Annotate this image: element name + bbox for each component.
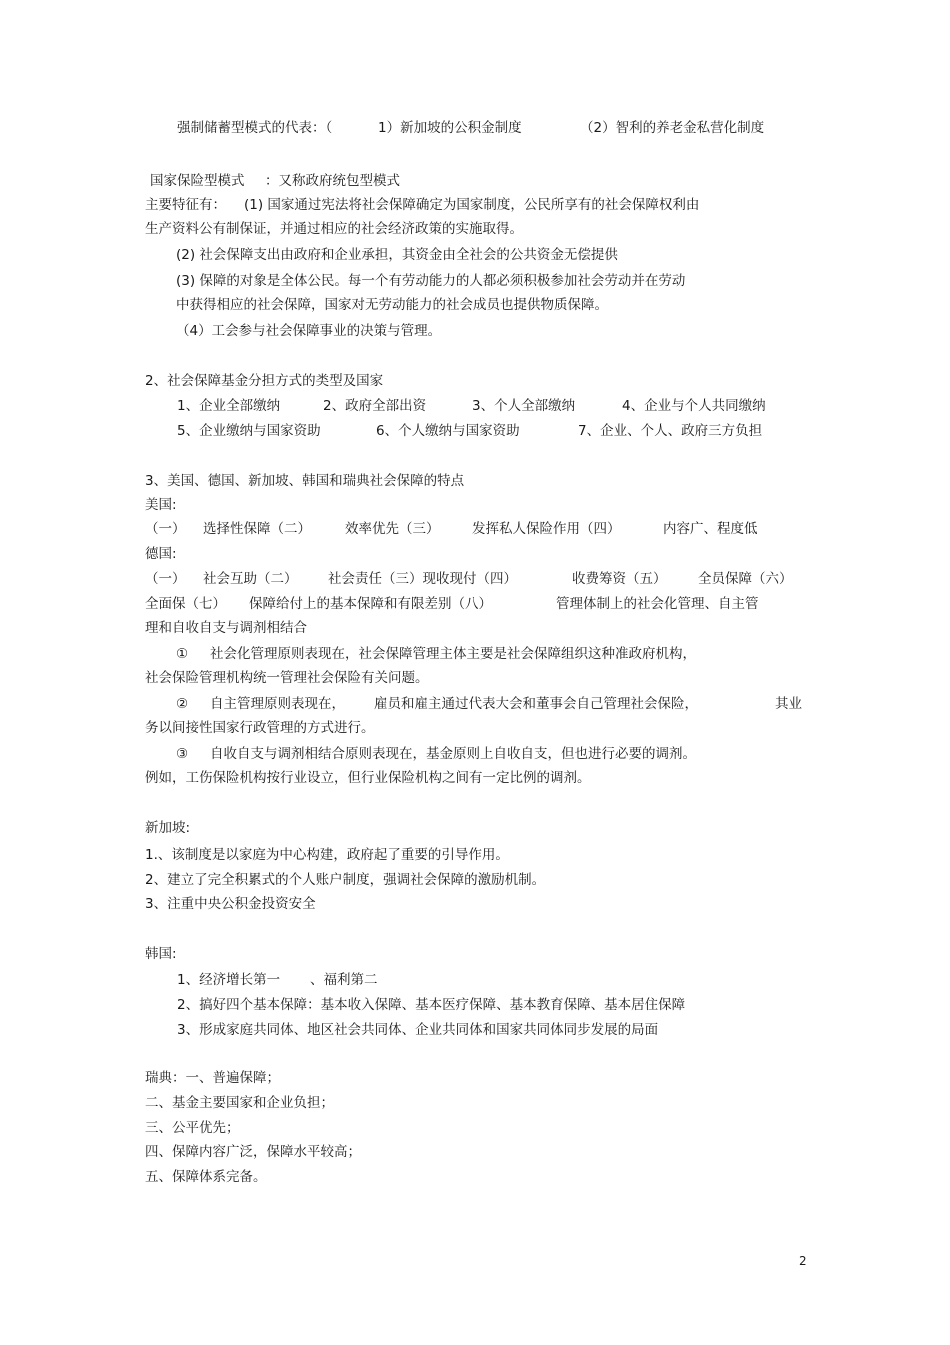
korea-item-2: 2、搞好四个基本保障：基本收入保障、基本医疗保障、基本教育保障、基本居住保障 bbox=[177, 997, 686, 1013]
circle-3-marker: ③ bbox=[176, 746, 189, 762]
funding-type-7: 7、企业、个人、政府三方负担 bbox=[578, 423, 763, 439]
feature-3-line-2: 中获得相应的社会保障，国家对无劳动能力的社会成员也提供物质保障。 bbox=[176, 297, 608, 313]
germany-item-7-cont: 理和自收自支与调剂相结合 bbox=[145, 620, 307, 636]
circle-3-line-2: 例如，工伤保险机构按行业设立，但行业保险机构之间有一定比例的调剂。 bbox=[145, 770, 591, 786]
circle-3-line-1: 自收自支与调剂相结合原则表现在，基金原则上自收自支，但也进行必要的调剂。 bbox=[210, 746, 696, 762]
singapore-label: 新加坡: bbox=[145, 820, 191, 836]
funding-type-6: 6、个人缴纳与国家资助 bbox=[376, 423, 520, 439]
germany-item-5: 全面保（七） bbox=[145, 596, 226, 612]
germany-item-2: 社会责任（三）现收现付（四） bbox=[328, 571, 517, 587]
funding-type-4: 4、企业与个人共同缴纳 bbox=[622, 398, 766, 414]
circle-2-line-1a: 自主管理原则表现在， bbox=[210, 696, 345, 712]
feature-3-line-1: (3) 保障的对象是全体公民。每一个有劳动能力的人都必须积极参加社会劳动并在劳动 bbox=[176, 273, 686, 289]
funding-type-3: 3、个人全部缴纳 bbox=[472, 398, 576, 414]
page-number: 2 bbox=[799, 1254, 807, 1268]
singapore-item-3: 3、注重中央公积金投资安全 bbox=[145, 896, 316, 912]
mandatory-savings-label: 强制储蓄型模式的代表：（ bbox=[177, 120, 333, 136]
circle-1-line-1: 社会化管理原则表现在，社会保障管理主体主要是社会保障组织这种准政府机构， bbox=[210, 646, 696, 662]
circle-1-line-2: 社会保险管理机构统一管理社会保险有关问题。 bbox=[145, 670, 429, 686]
germany-item-7: 管理体制上的社会化管理、自主管 bbox=[556, 596, 759, 612]
funding-type-5: 5、企业缴纳与国家资助 bbox=[177, 423, 321, 439]
korea-item-1a: 1、经济增长第一 bbox=[177, 972, 281, 988]
germany-label: 德国: bbox=[145, 546, 177, 562]
circle-1-marker: ① bbox=[176, 646, 189, 662]
feature-1-line-1: (1) 国家通过宪法将社会保障确定为国家制度，公民所享有的社会保障权利由 bbox=[244, 197, 700, 213]
circle-2-line-1b: 雇员和雇主通过代表大会和董事会自己管理社会保险， bbox=[374, 696, 698, 712]
funding-type-1: 1、企业全部缴纳 bbox=[177, 398, 281, 414]
sweden-item-4: 四、保障内容广泛，保障水平较高； bbox=[145, 1144, 361, 1160]
funding-type-2: 2、政府全部出资 bbox=[323, 398, 427, 414]
singapore-item-2: 2、建立了完全积累式的个人账户制度，强调社会保障的激励机制。 bbox=[145, 872, 546, 888]
usa-item-1: 选择性保障（二） bbox=[203, 521, 311, 537]
circle-2-marker: ② bbox=[176, 696, 189, 712]
sweden-item-5: 五、保障体系完备。 bbox=[145, 1169, 267, 1185]
usa-label: 美国: bbox=[145, 497, 177, 513]
state-insurance-title: 国家保险型模式 bbox=[150, 173, 245, 189]
germany-item-3: 收费筹资（五） bbox=[572, 571, 667, 587]
sweden-item-2: 二、基金主要国家和企业负担； bbox=[145, 1095, 334, 1111]
singapore-cpf-text: 1）新加坡的公积金制度 bbox=[378, 120, 522, 136]
chile-pension-text: （2）智利的养老金私营化制度 bbox=[580, 120, 765, 136]
feature-2: (2) 社会保障支出由政府和企业承担，其资金由全社会的公共资金无偿提供 bbox=[176, 247, 618, 263]
circle-2-line-2: 务以间接性国家行政管理的方式进行。 bbox=[145, 720, 375, 736]
section-2-title: 2、社会保障基金分担方式的类型及国家 bbox=[145, 373, 384, 389]
korea-label: 韩国: bbox=[145, 946, 177, 962]
section-3-title: 3、美国、德国、新加坡、韩国和瑞典社会保障的特点 bbox=[145, 473, 465, 489]
feature-4: （4）工会参与社会保障事业的决策与管理。 bbox=[176, 323, 442, 339]
singapore-item-1: 1.、该制度是以家庭为中心构建，政府起了重要的引导作用。 bbox=[145, 847, 509, 863]
korea-item-3: 3、形成家庭共同体、地区社会共同体、企业共同体和国家共同体同步发展的局面 bbox=[177, 1022, 659, 1038]
germany-item-marker: （一） bbox=[145, 571, 186, 587]
germany-item-1: 社会互助（二） bbox=[203, 571, 298, 587]
germany-item-6: 保障给付上的基本保障和有限差别（八） bbox=[249, 596, 492, 612]
usa-item-4: 内容广、程度低 bbox=[663, 521, 758, 537]
usa-item-2: 效率优先（三） bbox=[345, 521, 440, 537]
sweden-item-1: 瑞典：一、普遍保障； bbox=[145, 1070, 280, 1086]
korea-item-1b: 、福利第二 bbox=[310, 972, 378, 988]
germany-item-4: 全员保障（六） bbox=[698, 571, 793, 587]
usa-item-marker: （一） bbox=[145, 521, 186, 537]
circle-2-line-1c: 其业 bbox=[775, 696, 802, 712]
main-features-label: 主要特征有： bbox=[145, 197, 226, 213]
usa-item-3: 发挥私人保险作用（四） bbox=[472, 521, 621, 537]
state-insurance-subtitle: ：又称政府统包型模式 bbox=[265, 173, 400, 189]
feature-1-line-2: 生产资料公有制保证，并通过相应的社会经济政策的实施取得。 bbox=[145, 221, 523, 237]
sweden-item-3: 三、公平优先； bbox=[145, 1120, 240, 1136]
